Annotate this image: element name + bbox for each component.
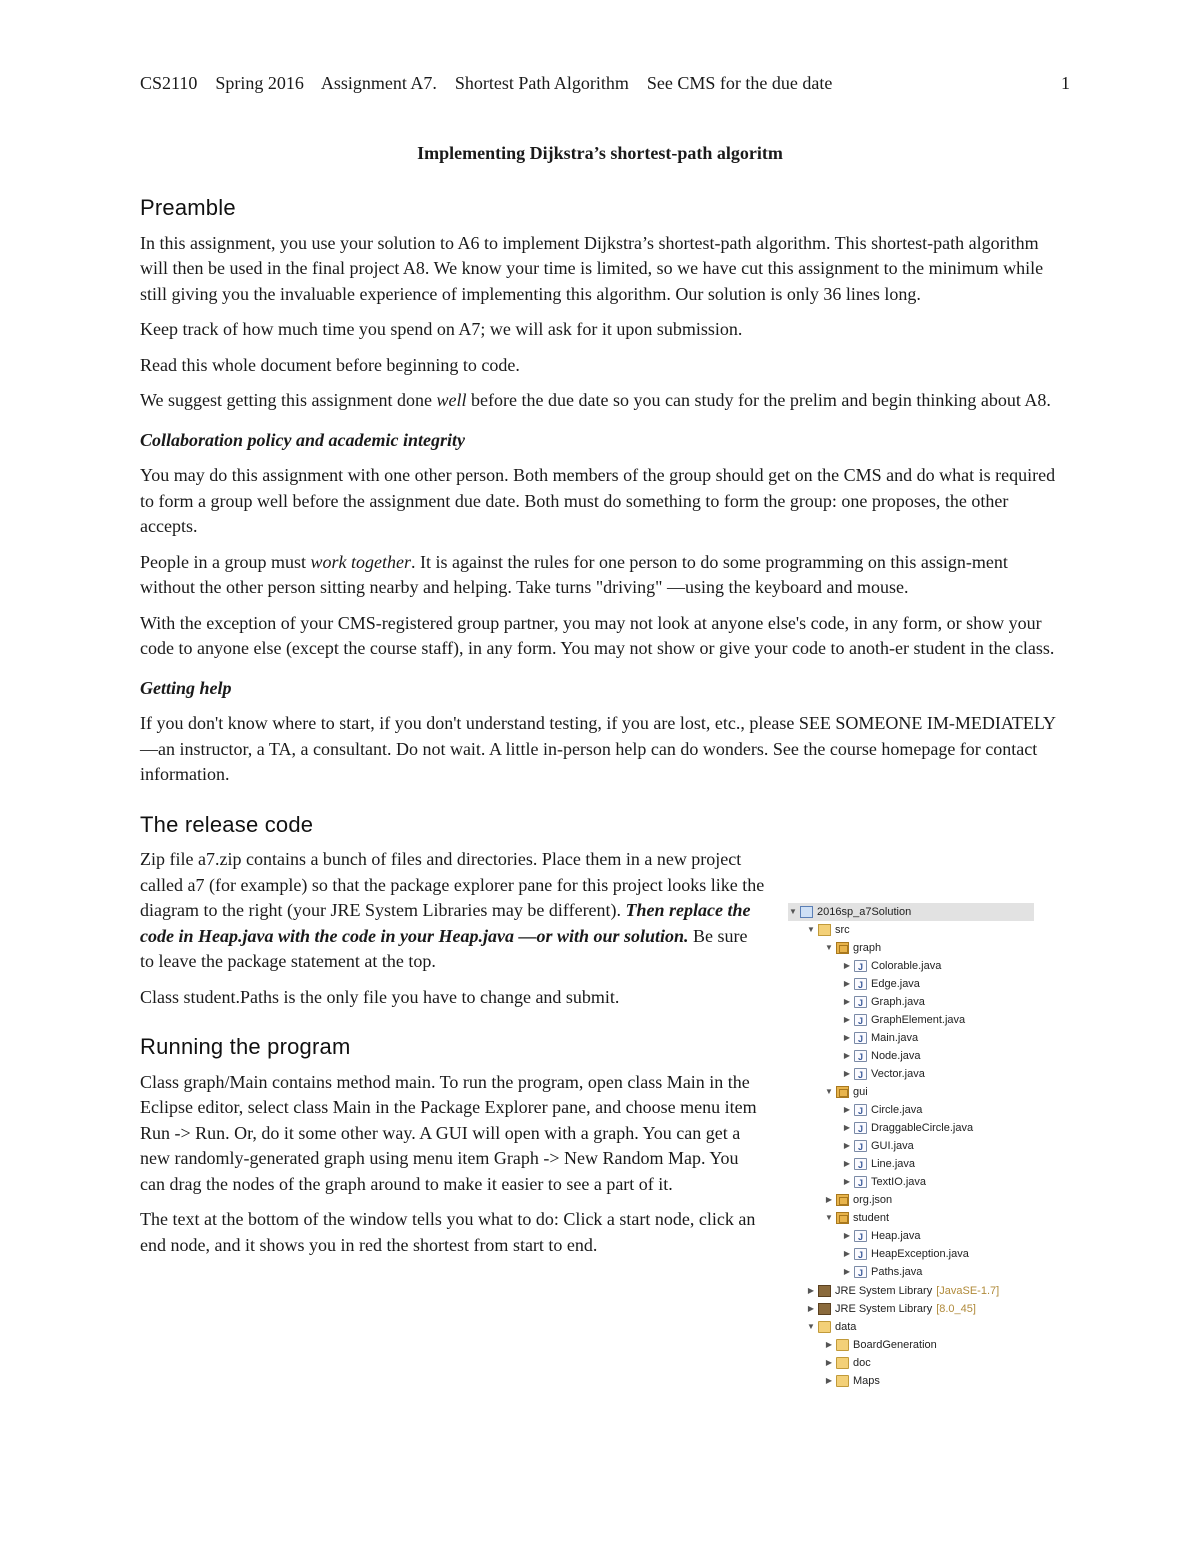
getting-help-heading: Getting help bbox=[140, 677, 232, 698]
collapsed-arrow-icon: ▶ bbox=[843, 1249, 851, 1258]
release-paragraph-2: Class student.Paths is the only file you have to change and submit. bbox=[140, 986, 620, 1007]
tree-label: Main.java bbox=[871, 1032, 919, 1044]
java-file-icon bbox=[854, 1122, 867, 1134]
text-run: We suggest getting this assignment done bbox=[140, 390, 437, 410]
java-file-icon bbox=[854, 1176, 867, 1188]
tree-label: doc bbox=[853, 1357, 871, 1369]
java-file-icon bbox=[854, 1266, 867, 1278]
package-icon bbox=[836, 942, 849, 954]
tree-file bbox=[842, 1245, 969, 1263]
tree-file bbox=[842, 1011, 965, 1029]
collapsed-arrow-icon: ▶ bbox=[825, 1358, 833, 1367]
collaboration-paragraph-1: You may do this assignment with one other person. Both members of the group should get on the CMS and do what is required to form a group well before the assignment due date. Both must do something to form the group: one proposes, the other accepts. bbox=[140, 465, 1056, 536]
collapsed-arrow-icon: ▶ bbox=[843, 1015, 851, 1024]
java-file-icon bbox=[854, 960, 867, 972]
tree-label: graph bbox=[853, 942, 882, 954]
tree-folder-data bbox=[806, 1318, 856, 1336]
preamble-paragraph-1: In this assignment, you use your solution to A6 to implement Dijkstra’s shortest-path algorithm. This shortest-path algorithm will then be used in the final project A8. We know your time is limited, so we have cut this assignment to the minimum while still giving you the invaluable experience of implementing this algorithm. Our solution is only 36 lines long. bbox=[140, 232, 1044, 304]
java-file-icon bbox=[854, 996, 867, 1008]
text-run: People in a group must bbox=[140, 551, 311, 572]
tree-file bbox=[842, 1263, 922, 1281]
source-folder-icon bbox=[818, 924, 831, 936]
page-number: 1 bbox=[1061, 73, 1070, 93]
tree-file bbox=[842, 1047, 921, 1065]
header-course: CS2110 bbox=[140, 73, 198, 93]
java-file-icon bbox=[854, 1140, 867, 1152]
tree-project bbox=[788, 903, 1034, 921]
preamble-paragraph-3: Read this whole document before beginning to code. bbox=[140, 354, 520, 375]
collapsed-arrow-icon: ▶ bbox=[825, 1376, 833, 1385]
tree-folder bbox=[824, 1336, 937, 1354]
header-assignment: Assignment A7. bbox=[320, 73, 437, 93]
preamble-paragraph-2: Keep track of how much time you spend on A7; we will ask for it upon submission. bbox=[140, 319, 743, 339]
library-version: [8.0_45] bbox=[936, 1303, 976, 1315]
header-due: See CMS for the due date bbox=[646, 73, 833, 93]
collapsed-arrow-icon: ▶ bbox=[843, 1105, 851, 1114]
java-file-icon bbox=[854, 1068, 867, 1080]
java-file-icon bbox=[854, 1050, 867, 1062]
tree-file bbox=[842, 1227, 921, 1245]
package-icon bbox=[836, 1194, 849, 1206]
tree-label: Node.java bbox=[871, 1050, 921, 1062]
library-version: [JavaSE-1.7] bbox=[936, 1285, 1000, 1297]
tree-file bbox=[842, 1065, 925, 1083]
document-title: Implementing Dijkstra’s shortest-path algoritm bbox=[417, 143, 783, 163]
emphasis-work-together: work together bbox=[310, 551, 411, 572]
tree-label: src bbox=[835, 924, 850, 936]
expanded-arrow-icon: ▼ bbox=[825, 943, 833, 952]
tree-file bbox=[842, 1137, 914, 1155]
release-paragraph-1 bbox=[140, 847, 765, 975]
tree-label: student bbox=[853, 1212, 890, 1224]
tree-label: data bbox=[835, 1321, 857, 1333]
collapsed-arrow-icon: ▶ bbox=[807, 1304, 815, 1313]
release-code-heading: The release code bbox=[140, 811, 314, 837]
java-file-icon bbox=[854, 978, 867, 990]
package-explorer-screenshot bbox=[788, 901, 1034, 1401]
emphasis-well: well bbox=[436, 390, 467, 410]
tree-file bbox=[842, 975, 920, 993]
tree-label: gui bbox=[853, 1086, 868, 1098]
getting-help-paragraph: If you don't know where to start, if you don't understand testing, if you are lost, etc., please SEE SOMEONE IM-MEDIATELY —an instructor, a TA, a consultant. Do not wait. A little in-person help can do wonders. See the course homepage for contact information. bbox=[140, 713, 1056, 784]
collapsed-arrow-icon: ▶ bbox=[843, 961, 851, 970]
tree-file bbox=[842, 1155, 915, 1173]
tree-file bbox=[842, 1173, 926, 1191]
tree-label: Graph.java bbox=[871, 996, 925, 1008]
text-run: Zip file a7.zip contains a bunch of files and directories. Place them in a new project called a7 (for example) so that the package explorer pane for this project looks like the diagram to the right (your JRE System Libraries may be different). bbox=[140, 849, 765, 920]
collapsed-arrow-icon: ▶ bbox=[843, 1033, 851, 1042]
tree-src bbox=[806, 921, 850, 939]
tree-label: JRE System Library bbox=[835, 1303, 933, 1315]
folder-icon bbox=[836, 1339, 849, 1351]
collapsed-arrow-icon: ▶ bbox=[843, 1069, 851, 1078]
running-header bbox=[140, 73, 1070, 94]
running-heading: Running the program bbox=[140, 1034, 351, 1059]
tree-label: Heap.java bbox=[871, 1230, 921, 1242]
text-run: Be sure to leave the package statement at the top. bbox=[140, 925, 748, 971]
tree-file bbox=[842, 1101, 922, 1119]
collapsed-arrow-icon: ▶ bbox=[843, 1159, 851, 1168]
expanded-arrow-icon: ▼ bbox=[807, 1322, 815, 1331]
collapsed-arrow-icon: ▶ bbox=[825, 1195, 833, 1204]
tree-package-graph bbox=[824, 939, 881, 957]
tree-file bbox=[842, 1029, 918, 1047]
collapsed-arrow-icon: ▶ bbox=[843, 1177, 851, 1186]
tree-file bbox=[842, 993, 925, 1011]
project-icon bbox=[800, 906, 813, 918]
collapsed-arrow-icon: ▶ bbox=[843, 1231, 851, 1240]
java-file-icon bbox=[854, 1032, 867, 1044]
tree-label: HeapException.java bbox=[871, 1248, 969, 1260]
tree-label: org.json bbox=[853, 1194, 893, 1206]
tree-label: DraggableCircle.java bbox=[871, 1122, 974, 1134]
java-file-icon bbox=[854, 1248, 867, 1260]
tree-label: Line.java bbox=[871, 1158, 916, 1170]
collapsed-arrow-icon: ▶ bbox=[807, 1286, 815, 1295]
tree-label: GUI.java bbox=[871, 1140, 914, 1152]
expanded-arrow-icon: ▼ bbox=[825, 1087, 833, 1096]
tree-label: Maps bbox=[853, 1375, 880, 1387]
library-icon bbox=[818, 1303, 831, 1315]
library-icon bbox=[818, 1285, 831, 1297]
tree-label: Paths.java bbox=[871, 1266, 923, 1278]
collapsed-arrow-icon: ▶ bbox=[843, 1051, 851, 1060]
header-term: Spring 2016 bbox=[215, 73, 304, 93]
tree-label: GraphElement.java bbox=[871, 1014, 966, 1026]
collaboration-paragraph-3: With the exception of your CMS-registered group partner, you may not look at anyone else's code, in any form, or show your code to anyone else (except the course staff), in any form. You may not show or give your code to anoth-er student in the class. bbox=[140, 612, 1055, 658]
collaboration-paragraph-2 bbox=[140, 550, 1065, 601]
java-file-icon bbox=[854, 1014, 867, 1026]
folder-icon bbox=[836, 1375, 849, 1387]
tree-folder bbox=[824, 1354, 871, 1372]
header-topic: Shortest Path Algorithm bbox=[454, 73, 629, 93]
tree-library-2 bbox=[806, 1300, 976, 1318]
tree-file bbox=[842, 957, 941, 975]
tree-file bbox=[842, 1119, 973, 1137]
package-icon bbox=[836, 1212, 849, 1224]
tree-library-1 bbox=[806, 1282, 999, 1300]
tree-label: BoardGeneration bbox=[853, 1339, 937, 1351]
text-run: . It is against the rules for one person to do some programming on this assign-ment without the other person sitting nearby and helping. Take turns "driving" —using the keyboard and mouse. bbox=[140, 551, 1008, 597]
expanded-arrow-icon: ▼ bbox=[825, 1213, 833, 1222]
collapsed-arrow-icon: ▶ bbox=[843, 1141, 851, 1150]
tree-label: Circle.java bbox=[871, 1104, 923, 1116]
tree-label: 2016sp_a7Solution bbox=[817, 906, 912, 918]
folder-icon bbox=[818, 1321, 831, 1333]
java-file-icon bbox=[854, 1230, 867, 1242]
emphasis-replace-heap: Then replace the code in Heap.java with the code in your Heap.java —or with our solution. bbox=[140, 900, 751, 946]
expanded-arrow-icon: ▼ bbox=[789, 907, 797, 916]
tree-label: JRE System Library bbox=[835, 1285, 933, 1297]
collapsed-arrow-icon: ▶ bbox=[825, 1340, 833, 1349]
collapsed-arrow-icon: ▶ bbox=[843, 1123, 851, 1132]
text-run: before the due date so you can study for the prelim and begin thinking about A8. bbox=[466, 390, 1051, 410]
running-paragraph-2: The text at the bottom of the window tells you what to do: Click a start node, click an end node, and it shows you in red the shortest from start to end. bbox=[140, 1209, 756, 1255]
expanded-arrow-icon: ▼ bbox=[807, 925, 815, 934]
tree-package-student bbox=[824, 1209, 889, 1227]
tree-label: Edge.java bbox=[871, 978, 920, 990]
tree-package-gui bbox=[824, 1083, 868, 1101]
package-icon bbox=[836, 1086, 849, 1098]
java-file-icon bbox=[854, 1158, 867, 1170]
collapsed-arrow-icon: ▶ bbox=[843, 997, 851, 1006]
folder-icon bbox=[836, 1357, 849, 1369]
tree-label: TextIO.java bbox=[871, 1176, 927, 1188]
tree-label: Vector.java bbox=[871, 1068, 925, 1080]
collaboration-heading: Collaboration policy and academic integrity bbox=[140, 429, 465, 450]
running-paragraph-1: Class graph/Main contains method main. To run the program, open class Main in the Eclipse editor, select class Main in the Package Explorer pane, and choose menu item Run -> Run. Or, do it some other way. A GUI will open with a graph. You can get a new randomly-generated graph using menu item Graph -> New Random Map. You can drag the nodes of the graph around to make it easier to see a part of it. bbox=[140, 1071, 757, 1194]
preamble-heading: Preamble bbox=[140, 195, 236, 220]
preamble-paragraph-4 bbox=[140, 388, 1065, 414]
tree-label: Colorable.java bbox=[871, 960, 942, 972]
tree-folder bbox=[824, 1372, 880, 1390]
collapsed-arrow-icon: ▶ bbox=[843, 1267, 851, 1276]
collapsed-arrow-icon: ▶ bbox=[843, 979, 851, 988]
tree-package-json bbox=[824, 1191, 892, 1209]
java-file-icon bbox=[854, 1104, 867, 1116]
